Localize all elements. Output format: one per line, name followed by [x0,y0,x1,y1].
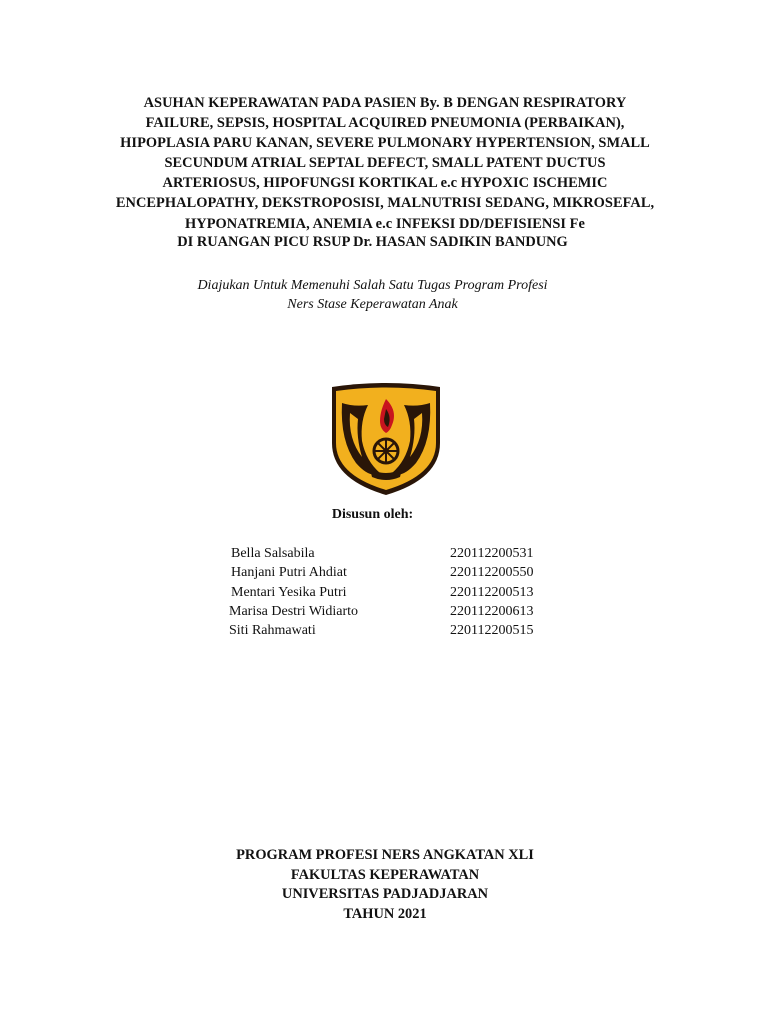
title-line: ENCEPHALOPATHY, DEKSTROPOSISI, MALNUTRISI SEDANG, MIKROSEFAL, [115,195,655,212]
title-line: SECUNDUM ATRIAL SEPTAL DEFECT, SMALL PATENT DUCTUS [164,155,606,172]
author-name: Marisa Destri Widiarto [229,603,359,619]
author-row [229,602,559,621]
purpose-line: Ners Stase Keperawatan Anak [287,297,458,312]
title-line: ASUHAN KEPERAWATAN PADA PASIEN By. B DENGAN RESPIRATORY [143,95,627,111]
author-row [229,621,559,640]
author-name: Hanjani Putri Ahdiat [231,565,347,581]
title-line: HIPOPLASIA PARU KANAN, SEVERE PULMONARY HYPERTENSION, SMALL [120,135,650,152]
purpose-statement [0,276,745,314]
document-title [60,93,710,234]
location-line: DI RUANGAN PICU RSUP Dr. HASAN SADIKIN BANDUNG [177,234,568,250]
author-id: 220112200513 [450,584,534,600]
author-name: Bella Salsabila [231,546,315,561]
title-line: HYPONATREMIA, ANEMIA e.c INFEKSI DD/DEFISIENSI Fe [185,215,585,232]
author-row [229,544,559,563]
institution-block [0,846,768,924]
faculty-line: FAKULTAS KEPERAWATAN [290,866,480,883]
title-line: ARTERIOSUS, HIPOFUNGSI KORTIKAL e.c HYPOXIC ISCHEMIC [162,175,608,192]
year-line: TAHUN 2021 [343,905,427,922]
university-emblem-icon [326,381,446,499]
author-id: 220112200613 [450,603,534,619]
author-id: 220112200531 [450,546,534,561]
university-line: UNIVERSITAS PADJADJARAN [281,886,489,903]
author-row [229,583,559,602]
author-id: 220112200515 [450,623,534,639]
author-name: Mentari Yesika Putri [231,584,347,600]
purpose-line: Diajukan Untuk Memenuhi Salah Satu Tugas Program Profesi [197,278,548,293]
author-id: 220112200550 [450,565,534,581]
author-row [229,563,559,582]
author-name: Siti Rahmawati [229,623,316,639]
compiled-by-label: Disusun oleh: [331,507,414,522]
title-line: FAILURE, SEPSIS, HOSPITAL ACQUIRED PNEUMONIA (PERBAIKAN), [145,115,625,132]
author-list [229,544,559,640]
program-line: PROGRAM PROFESI NERS ANGKATAN XLI [236,847,534,863]
